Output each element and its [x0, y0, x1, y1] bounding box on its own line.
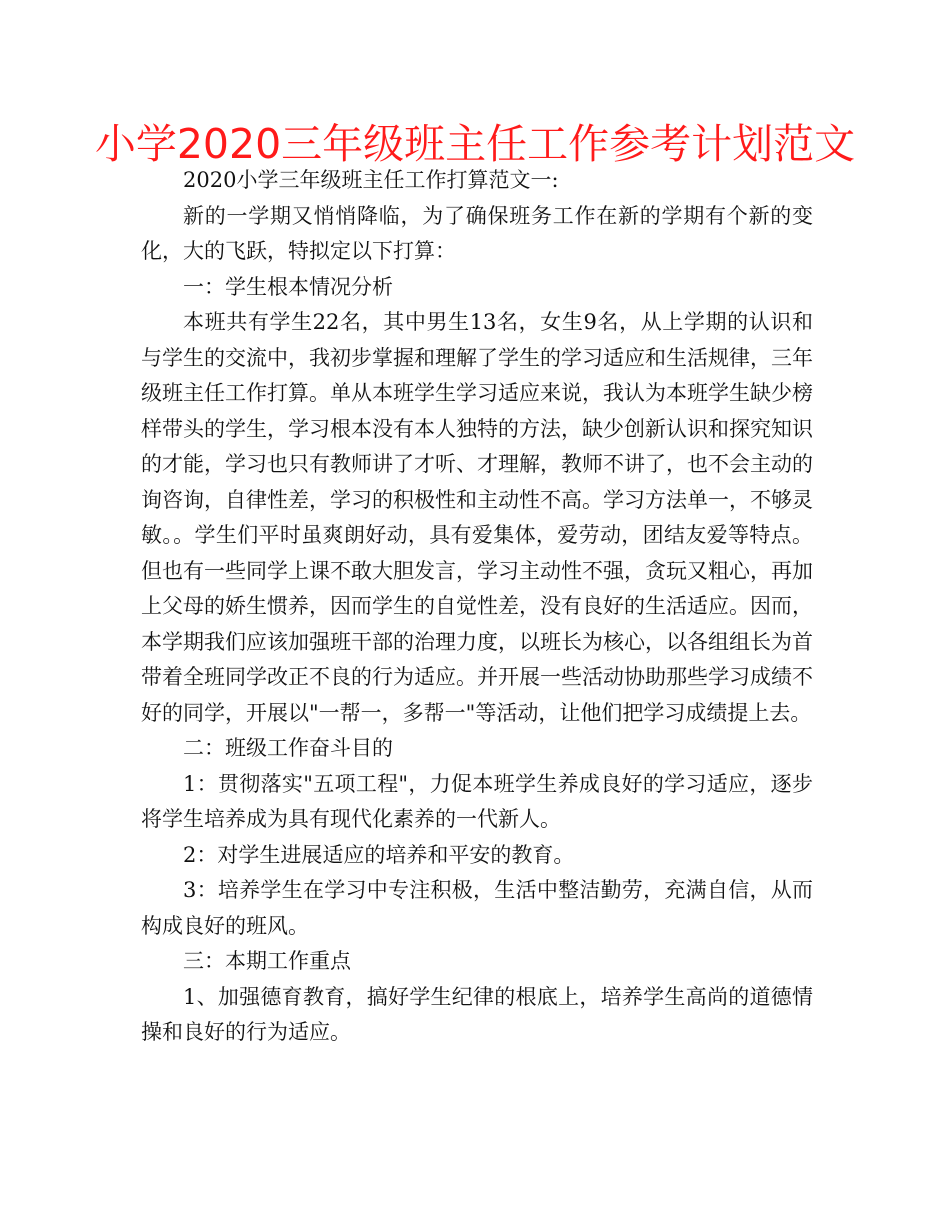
goal-item-3: 3：培养学生在学习中专注积极，生活中整洁勤劳，充满自信，从而构成良好的班风。: [141, 878, 813, 938]
goal-item-2: 2：对学生进展适应的培养和平安的教育。: [183, 842, 575, 867]
focus-item-1: 1、加强德育教育，搞好学生纪律的根底上，培养学生高尚的道德情操和良好的行为适应。: [141, 984, 813, 1044]
paragraph-intro-heading: 2020小学三年级班主任工作打算范文一:: [183, 168, 559, 192]
paragraph-analysis: 本班共有学生22名，其中男生13名，女生9名，从上学期的认识和与学生的交流中，我初步掌握和理解了学生的学习适应和生活规律，三年级班主任工作打算。单从本班学生学习适应来说，我认为本班学生缺少榜样带头的学生，学习根本没有本人独特的方法，缺少创新认识和探究知识的才能，学习也只有教师讲了才听、才理解，教师不讲了，也不会主动的询咨询，自律性差，学习的积极性和主动性不高。学习方法单一，不够灵敏。。学生们平时虽爽朗好动，具有爱集体，爱劳动，团结友爱等特点。但也有一些同学上课不敢大胆发言，学习主动性不强，贪玩又粗心，再加上父母的娇生惯养，因而学生的自觉性差，没有良好的生活适应。因而，本学期我们应该加强班干部的治理力度，以班长为核心，以各组组长为首带着全班同学改正不良的行为适应。并开展一些活动协助那些学习成绩不好的同学，开展以"一帮一，多帮一"等活动，让他们把学习成绩提上去。: [141, 310, 813, 725]
section-heading-2: 二：班级工作奋斗目的: [183, 736, 393, 760]
goal-item-1: 1：贯彻落实"五项工程"，力促本班学生养成良好的学习适应，逐步将学生培养成为具有现代化素养的一代新人。: [141, 771, 813, 831]
paragraph-intro: 新的一学期又悄悄降临，为了确保班务工作在新的学期有个新的变化，大的飞跃，特拟定以下打算：: [141, 203, 813, 263]
section-heading-3: 三：本期工作重点: [183, 949, 351, 973]
section-heading-1: 一：学生根本情况分析: [183, 274, 393, 299]
document-title: 小学2020三年级班主任工作参考计划范文: [94, 120, 856, 168]
document-body: [141, 163, 813, 1051]
